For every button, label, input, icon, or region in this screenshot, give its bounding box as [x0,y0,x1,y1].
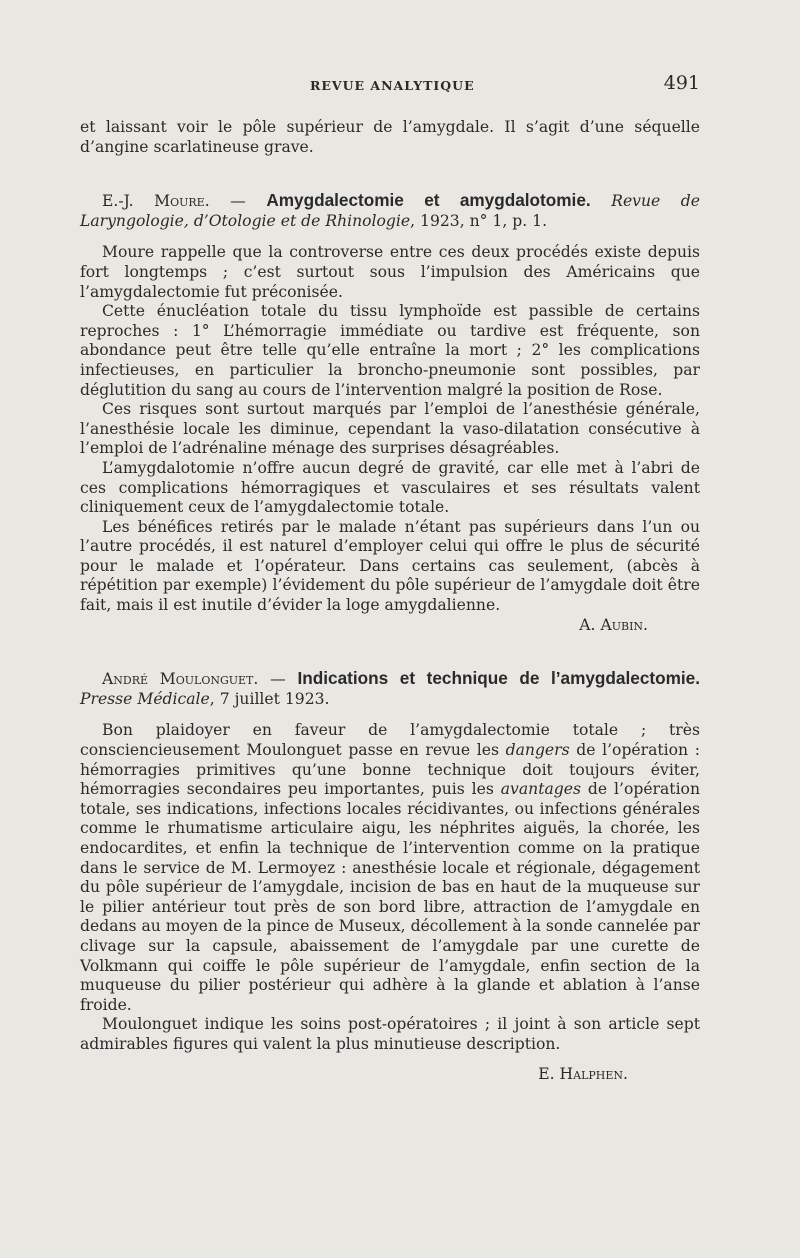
reviewer-signature [80,616,700,636]
entry-citation: , 1923, n° 1, p. 1. [410,211,548,230]
body-paragraph: L’amygdalotomie n’offre aucun degré de gravité, car elle met à l’abri de ces complications hémorragiques et vasculaires et ses résultats valent cliniquement ceux de l’amygdalectomie totale. [80,458,700,517]
body-paragraph: Ces risques sont surtout marqués par l’emploi de l’anesthésie générale, l’anesthésie locale les diminue, cependant la vaso-dilatation consécutive à l’emploi de l’adrénaline ménage des surprises désagréables. [80,400,700,458]
body-paragraph: Cette énucléation totale du tissu lymphoïde est passible de certains reproches : 1° L’hémorragie immédiate ou tardive est fréquente, son abondance peut être telle qu’elle entraîne la mort ; 2° les complications infectieuses, en particulier la broncho-pneumonie sont possibles, par déglutition du sang au cours de l’intervention malgré la position de Rose. [80,302,700,399]
entry-author: E.-J. Moure. [102,192,210,211]
entry-citation: , 7 juillet 1923. [209,689,330,708]
entry-dash: — [209,192,267,211]
emphasis-avantages: avantages [500,780,581,799]
emphasis-dangers: dangers [505,741,570,760]
entry-heading [80,669,700,709]
reviewer-signature [80,1065,700,1085]
body-paragraph [80,721,700,1015]
review-entry-moulonguet [80,669,700,1084]
page-header [80,72,700,100]
body-paragraph: Moulonguet indique les soins post-opératoires ; il joint à son article sept admirables figures qui valent la plus minutieuse description. [80,1015,700,1053]
entry-heading [80,191,700,231]
entry-title: Indications et technique de l’amygdalectomie. [297,668,700,689]
running-head: REVUE ANALYTIQUE [310,78,475,93]
intro-paragraph: et laissant voir le pôle supérieur de l’amygdale. Il s’agit d’une séquelle d’angine scarlatineuse grave. [80,118,700,156]
body-paragraph: Les bénéfices retirés par le malade n’étant pas supérieurs dans l’un ou l’autre procédés, il est naturel d’employer celui qui offre le plus de sécurité pour le malade et l’opérateur. Dans certains cas seulement, (abcès à répétition par exemple) l’évidement du pôle supérieur de l’amygdale doit être fait, mais il est inutile d’évider la loge amygdalienne. [80,517,700,615]
reviewer-name: A. Aubin. [579,615,648,634]
page-number: 491 [663,72,700,94]
review-entry-moure [80,191,700,635]
entry-author: André Moulonguet. [102,670,259,689]
page-content [80,118,700,1084]
entry-title: Amygdalectomie et amygdalotomie. [266,190,591,211]
entry-dash: — [258,670,298,689]
entry-journal: Revue de Laryngologie, d’Otologie et de Rhinologie [80,192,700,230]
text-run: de l’opération totale, ses indications, infections locales récidivantes, ou infections générales comme le rhumatisme articulaire aigu, les néphrites aiguës, la chorée, les endocardites, et enfin la technique de l’intervention comme on la pratique dans le service de M. Lermoyez : anesthésie locale et régionale, dégagement du pôle supérieur de l’amygdale, incision de bas en haut de la muqueuse sur le pilier antérieur tout près de son bord libre, attraction de l’amygdale en dedans au moyen de la pince de Museux, décollement à la sonde cannelée par clivage sur la capsule, abaissement de l’amygdale par une curette de Volkmann qui coiffe le pôle supérieur de l’amygdale, enfin section de la muqueuse du pilier postérieur qui adhère à la glande et ablation à l’anse froide. [80,780,700,1014]
text-run: de l’opération : hémorragies primitives qu’une bonne technique doit toujours éviter, hémorragies secondaires peu importantes, puis les [80,741,700,799]
body-paragraph: Moure rappelle que la controverse entre ces deux procédés existe depuis fort longtemps ; c’est surtout sous l’impulsion des Américains que l’amygdalectomie fut préconisée. [80,243,700,301]
entry-journal: Presse Médicale [80,689,210,708]
text-run: Bon plaidoyer en faveur de l’amygdalectomie totale ; très consciencieusement Moulonguet passe en revue les [80,721,700,760]
reviewer-name: E. Halphen. [538,1064,628,1083]
